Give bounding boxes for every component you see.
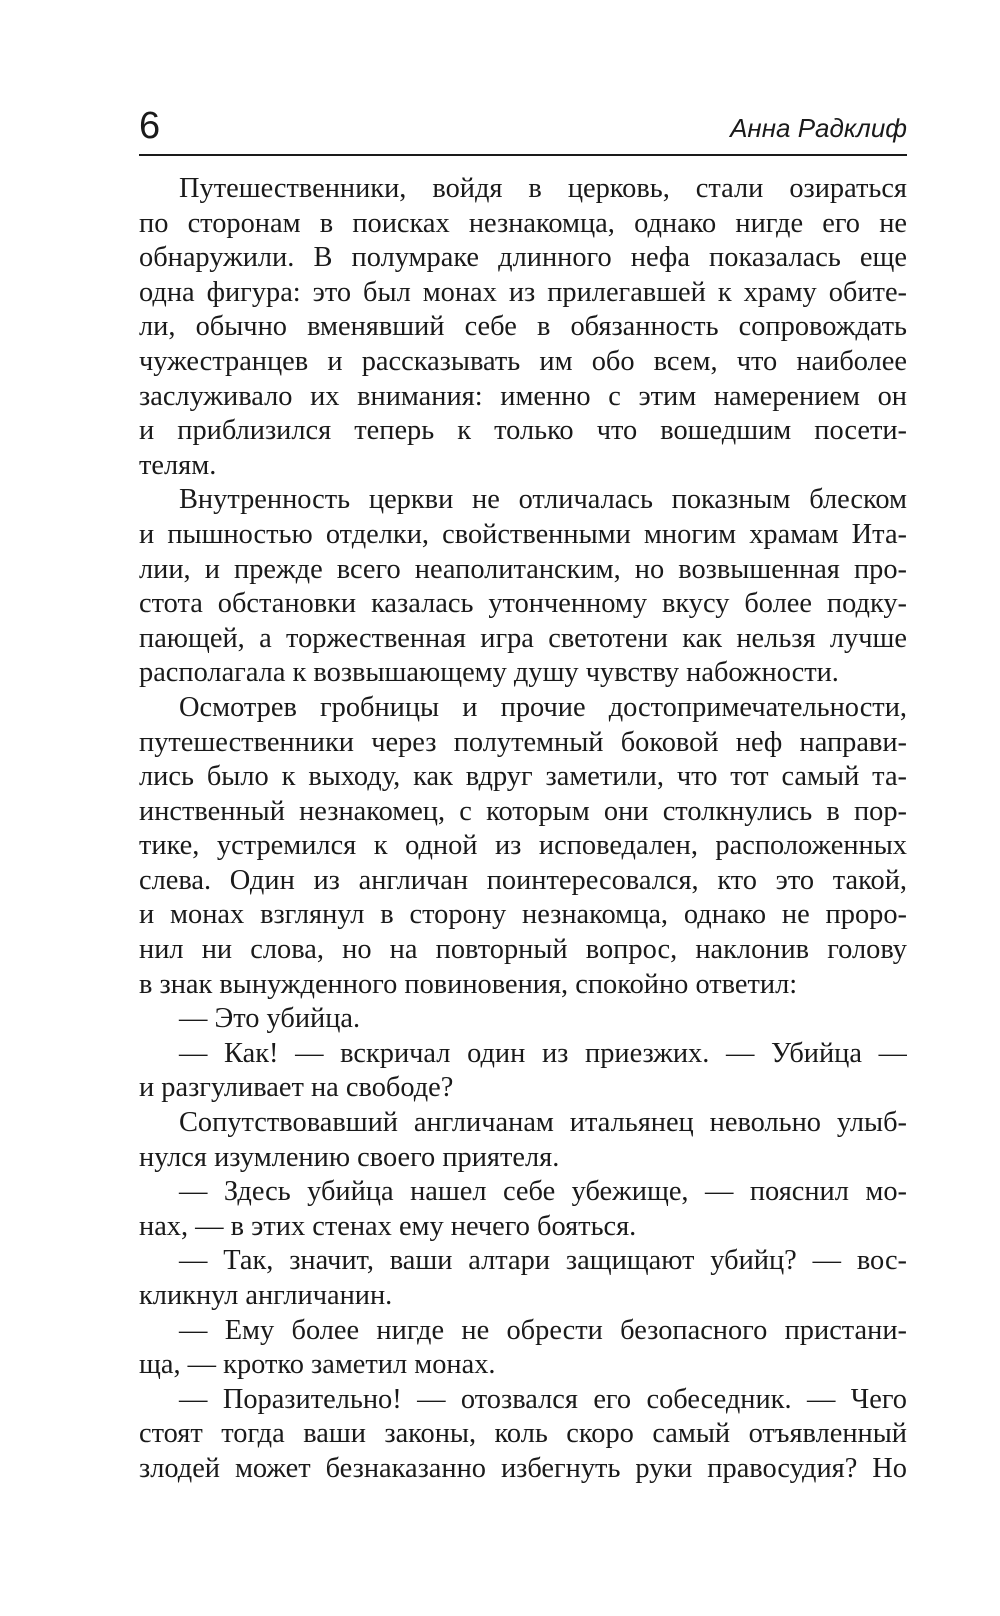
text-line: нил ни слова, но на повторный вопрос, наклонив голову	[139, 934, 907, 966]
text-line: одна фигура: это был монах из прилегавшей к храму обите-	[139, 276, 907, 308]
text-line: ща, — кротко заметил монах.	[139, 1349, 496, 1381]
text-line: слева. Один из англичан поинтересовался, кто это такой,	[139, 864, 907, 896]
text-line: заслуживало их внимания: именно с этим намерением он	[139, 380, 907, 412]
page-number: 6	[139, 105, 161, 147]
text-line: пающей, а торжественная игра светотени как нельзя лучше	[139, 622, 907, 654]
text-line: лись было к выходу, как вдруг заметили, что тот самый та-	[139, 761, 907, 793]
text-line: по сторонам в поисках незнакомца, однако нигде его не	[139, 207, 907, 239]
text-line: ли, обычно вменявший себе в обязанность сопровождать	[139, 311, 907, 343]
text-line: располагала к возвышающему душу чувству набожности.	[139, 657, 839, 689]
text-line: телям.	[139, 449, 217, 481]
text-line: и приблизился теперь к только что вошедшим посети-	[139, 415, 907, 447]
text-line: — Здесь убийца нашел себе убежище, — пояснил мо-	[179, 1176, 907, 1208]
text-line: Путешественники, войдя в церковь, стали озираться	[179, 173, 907, 204]
text-line: кликнул англичанин.	[139, 1280, 393, 1311]
body-text	[139, 172, 907, 1487]
text-line: стота обстановки казалась утонченному вкусу более подку-	[139, 588, 907, 620]
running-head	[139, 104, 907, 156]
text-line: — Поразительно! — отозвался его собеседник. — Чего	[179, 1383, 907, 1415]
text-line: лии, и прежде всего неаполитанским, но возвышенная про-	[139, 553, 907, 585]
text-line: злодей может безнаказанно избегнуть руки правосудия? Но	[139, 1452, 907, 1484]
text-line: чужестранцев и рассказывать им обо всем, что наиболее	[139, 345, 907, 377]
text-line: нулся изумлению своего приятеля.	[139, 1141, 560, 1173]
text-line: в знак вынужденного повиновения, спокойно ответил:	[139, 968, 798, 1000]
text-line: путешественники через полутемный боковой неф направи-	[139, 726, 907, 758]
text-line: обнаружили. В полумраке длинного нефа показалась еще	[139, 242, 907, 274]
text-line: Осмотрев гробницы и прочие достопримечательности,	[179, 691, 907, 723]
text-line: тике, устремился к одной из исповедален, расположенных	[139, 830, 907, 862]
text-line: инственный незнакомец, с которым они столкнулись в пор-	[139, 795, 907, 827]
text-line: и разгуливает на свободе?	[139, 1072, 454, 1104]
text-line: Сопутствовавший англичанам итальянец невольно улыб-	[179, 1107, 907, 1139]
text-line: и пышностью отделки, свойственными многим храмам Ита-	[139, 518, 907, 550]
text-line: — Как! — вскричал один из приезжих. — Убийца —	[179, 1037, 907, 1069]
text-line: нах, — в этих стенах ему нечего бояться.	[139, 1210, 637, 1242]
text-line: — Это убийца.	[179, 1003, 361, 1035]
text-line: стоят тогда ваши законы, коль скоро самый отъявленный	[139, 1418, 907, 1450]
author-name: Анна Радклиф	[730, 113, 907, 143]
text-line: — Ему более нигде не обрести безопасного пристани-	[179, 1314, 907, 1346]
text-line: — Так, значит, ваши алтари защищают убийц? — вос-	[179, 1245, 907, 1277]
text-line: Внутренность церкви не отличалась показным блеском	[179, 484, 907, 516]
text-line: и монах взглянул в сторону незнакомца, однако не проро-	[139, 899, 907, 931]
